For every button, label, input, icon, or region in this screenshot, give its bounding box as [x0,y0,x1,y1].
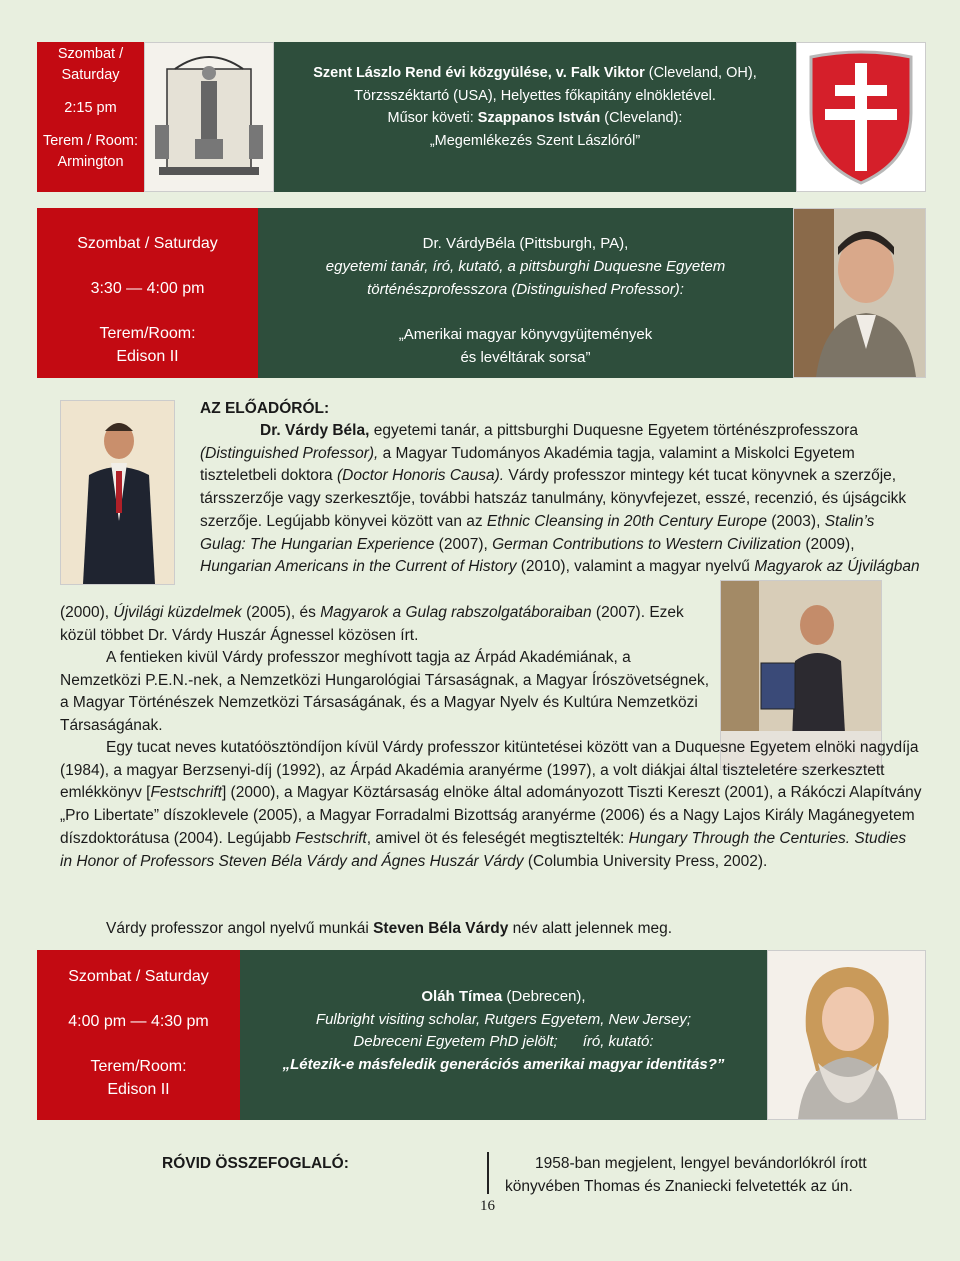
bio-p1-seg6: Ethnic Cleansing in 20th Century Europe [486,512,767,530]
session3-time: 4:00 pm — 4:30 pm [68,1013,209,1030]
about-speaker-heading: AZ ELŐADÓRÓL: [200,400,330,417]
session1-info-box [37,42,144,192]
bio-p1-seg7: (2003), [766,512,825,530]
summary-heading: RÓVID ÖSSZEFOGLALÓ: [162,1155,349,1172]
session2-description [258,208,793,378]
bio-p1-seg8: Stalin’s Gulag: The Hungarian Experience [200,512,875,553]
bio-p4-seg2: név alatt jelennek meg. [508,920,673,937]
session1-line2: Törzsszéktartó (USA), Helyettes főkapitány elnökletével. [354,87,716,104]
bio-p1-seg4: (Doctor Honoris Causa). [337,467,505,485]
session3-room: Edison II [107,1081,170,1098]
summary-line1: 1958-ban megjelent, lengyel bevándorlókról írott [535,1155,867,1172]
session2-talk-line2: és levéltárak sorsa” [460,349,591,366]
portrait-icon [794,209,925,377]
cross-shield-logo [796,42,926,192]
shield-icon [797,43,925,191]
session1-line3-b: (Cleveland): [600,110,683,126]
session3-room-label: Terem/Room: [90,1058,187,1075]
bio-p1-seg5: Várdy professzor mintegy két tucat könyvnek a szerzője, társszerzője vagy szerkesztője, további hatszáz tanulmány, könyvfejezet, esszé, recenzió, és újságcikk szerzője. Legújabb könyvei között van az [200,467,907,530]
bio-p1-seg0: Dr. Várdy Béla, [260,422,370,439]
session3-role-line1: Fulbright visiting scholar, Rutgers Egyetem, New Jersey; [315,1010,692,1028]
session2-talk-line1: „Amerikai magyar könyvgyüjtemények [398,326,653,343]
session1-room: Armington [57,154,124,170]
session1-description [274,42,796,192]
bio-p1-seg1: egyetemi tanár, a pittsburghi Duquesne Egyetem történészprofesszora [369,422,858,439]
bio-p1-seg12: Hungarian Americans in the Current of History [200,558,517,576]
footer-separator [487,1152,489,1194]
bio-paragraph1 [200,420,922,579]
session1-time: 2:15 pm [64,100,117,116]
session2-role-line1: egyetemi tanár, író, kutató, a pittsburghi Duquesne Egyetem [325,258,726,275]
bio-paragraph3 [60,737,922,873]
speaker-portrait-vardy [793,208,926,378]
statue-icon [145,43,273,191]
session3-description [240,950,767,1120]
session2-room-label: Terem/Room: [99,325,196,342]
standing-man-icon [61,401,174,584]
bio-p1c-seg0: (2000), [60,604,114,621]
bio-p1-seg9: (2007), [434,535,493,553]
woman-portrait-icon [768,951,925,1119]
session1-line3-bold: Szappanos István [477,110,601,126]
bio-p3-seg4: , amivel öt és feleségét megtisztelték: [366,829,629,847]
speaker-photo-vardy-standing [60,400,175,585]
session3-day: Szombat / Saturday [68,968,209,985]
bio-p1c-seg2: (2005), és [241,604,321,621]
session1-line1-bold: Szent Lászlo Rend évi közgyülése, v. Falk Viktor [313,65,645,81]
bio-p1c-seg1: Újvilági küzdelmek [113,604,242,621]
bio-p1-seg11: (2009), [801,535,855,553]
session2-day: Szombat / Saturday [77,235,218,252]
bio-p3-seg6: (Columbia University Press, 2002). [523,852,768,870]
session2-time: 3:30 — 4:00 pm [90,280,205,297]
summary-line2: könyvében Thomas és Znaniecki felvetették az ún. [505,1178,853,1195]
bio-p3-seg2: ] (2000), a Magyar Köztársaság elnöke által adományozott Tiszti Kereszt (2001), a Rákóczi Alapítvány „Pro Libertate” díszoklevele (2005), a Magyar Forradalmi Bizottság aranyérme (2006) és a Nagy Lajos Király Magánegyetem díszdoktorátusa (2004). Legújabb [60,784,922,847]
session3-talk-title: „Létezik-e másfeledik generációs amerikai magyar identitás?” [282,1055,725,1073]
session1-day: Szombat / Saturday [57,46,124,83]
session3-speaker-name: Oláh Tímea [421,988,503,1005]
session2-room: Edison II [116,348,179,365]
bio-p1c-seg4: (2007). Ezek közül többet Dr. Várdy Huszár Ágnessel közösen írt. [60,604,684,644]
bio-p1-seg10: German Contributions to Western Civilization [492,535,802,553]
bio-p2-text: A fentieken kivül Várdy professzor meghívott tagja az Árpád Akadémiának, a Nemzetközi P.E.N.-nek, a Nemzetközi Hungarológiai Társaságnak, a Magyar Írószövetségnek, a Magyar Történészek Nemzetközi Társaságának, és a Magyar Nyelv és Kultúra Nemzetközi Társaságának. [60,649,710,735]
bio-p3-seg0: Egy tucat neves kutatóösztöndíjon kívül Várdy professzor kitüntetései között van a Duquesne Egyetem elnöki nagydíja (1984), a magyar Berzsenyi-díj (1992), az Árpád Akadémia aranyérme (1997), a volt diákjai által tiszteletére szerkesztett emlékkönyv [ [60,739,919,802]
session2-speaker-name: Dr. VárdyBéla (Pittsburgh, PA), [422,235,629,252]
session2-role-line2: történészprofesszora (Distinguished Professor): [367,281,684,298]
bio-p3-seg1: Festschrift [150,784,222,802]
bio-p1-seg14: Magyarok az Újvilágban [754,558,920,576]
session3-role-line2: Debreceni Egyetem PhD jelölt; író, kutató: [353,1033,654,1050]
speaker-portrait-olah [767,950,926,1120]
bio-p4-seg0: Várdy professzor angol nyelvű munkái [106,920,374,937]
bio-p1-seg13: (2010), valamint a magyar nyelvű [516,558,755,576]
session1-room-label: Terem / Room: [42,133,139,149]
bio-p3-seg3: Festschrift [295,829,367,847]
bio-p4-seg1: Steven Béla Várdy [373,920,509,937]
bio-p1-seg2: (Distinguished Professor), [200,444,379,462]
bio-p1-seg3: a Magyar Tudományos Akadémia tagja, valamint a Miskolci Egyetem tiszteletbeli doktora [200,444,855,485]
session3-speaker-city: (Debrecen), [502,988,586,1005]
bio-p3-seg5: Hungary Through the Centuries. Studies in Honor of Professors Steven Béla Várdy and Ágnes Huszár Várdy [60,829,907,870]
bio-paragraph4 [60,918,922,941]
bio-paragraph2 [60,647,710,738]
session2-info-box [37,208,258,378]
page-number: 16 [480,1198,495,1214]
session1-line1-rest: (Cleveland, OH), [644,65,757,81]
session1-line4: „Megemlékezés Szent Lászlóról” [429,132,641,149]
session1-line3-a: Műsor követi: [387,110,478,126]
session3-info-box [37,950,240,1120]
bio-paragraph1-continued [60,602,710,647]
bio-p1c-seg3: Magyarok a Gulag rabszolgatáboraiban [320,604,592,621]
saint-statue-image [144,42,274,192]
